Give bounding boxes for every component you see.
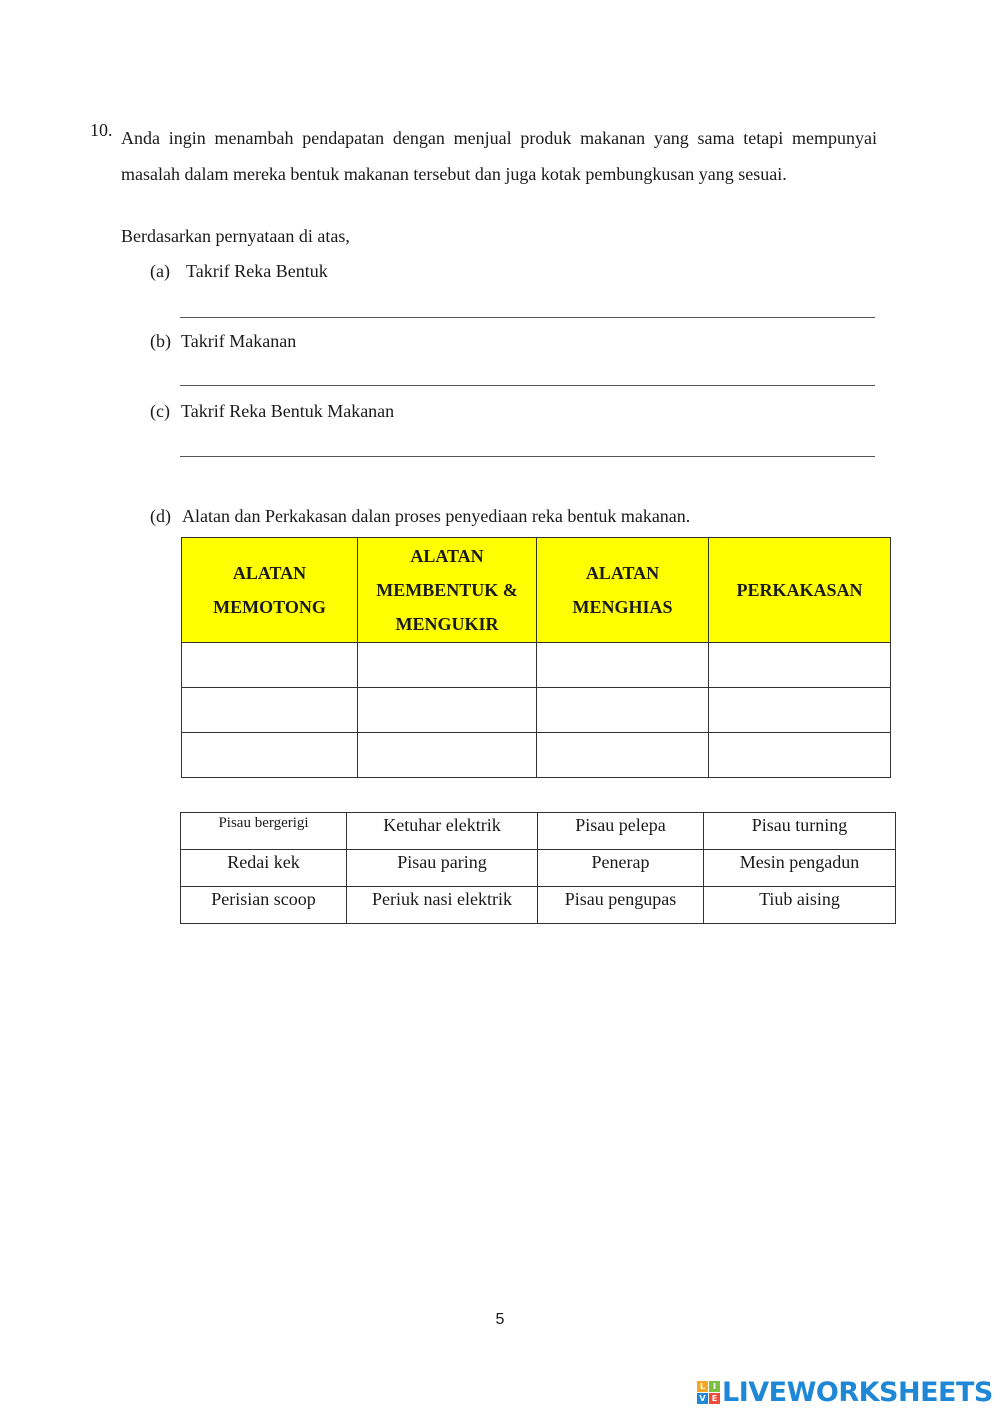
answer-input-c[interactable] xyxy=(180,427,879,455)
part-c-label: (c) xyxy=(150,401,170,421)
word-bank-item[interactable]: Pisau turning xyxy=(704,813,896,850)
answer-input-a[interactable] xyxy=(180,288,879,316)
page-number: 5 xyxy=(495,1311,505,1328)
word-bank-row xyxy=(181,850,896,887)
liveworksheets-logo-text: LIVEWORKSHEETS xyxy=(722,1377,993,1408)
question-text: Anda ingin menambah pendapatan dengan menjual produk makanan yang sama tetapi mempunyai masalah dalam mereka bentuk makanan tersebut dan juga kotak pembungkusan yang sesuai. xyxy=(121,128,877,184)
classification-row xyxy=(182,688,891,733)
liveworksheets-logo xyxy=(697,1377,993,1408)
header-alatan-membentuk-mengukir: ALATAN MEMBENTUK & MENGUKIR xyxy=(358,538,537,643)
word-bank-item[interactable]: Ketuhar elektrik xyxy=(347,813,538,850)
drop-cell[interactable] xyxy=(709,688,891,733)
word-bank-item[interactable]: Pisau pengupas xyxy=(538,887,704,924)
question-number: 10. xyxy=(90,120,113,140)
part-c-text: Takrif Reka Bentuk Makanan xyxy=(181,401,395,421)
classification-row xyxy=(182,733,891,778)
part-d-text: Alatan dan Perkakasan dalan proses penyediaan reka bentuk makanan. xyxy=(182,506,691,526)
drop-cell[interactable] xyxy=(537,688,709,733)
word-bank-item[interactable]: Penerap xyxy=(538,850,704,887)
header-perkakasan: PERKAKASAN xyxy=(709,538,891,643)
word-bank-table xyxy=(180,812,896,924)
word-bank-item[interactable]: Perisian scoop xyxy=(181,887,347,924)
drop-cell[interactable] xyxy=(537,643,709,688)
word-bank-row xyxy=(181,887,896,924)
part-d-label: (d) xyxy=(150,506,171,526)
drop-cell[interactable] xyxy=(182,733,358,778)
drop-cell[interactable] xyxy=(358,688,537,733)
liveworksheets-logo-icon: L I V E xyxy=(697,1381,720,1404)
part-a-label: (a) xyxy=(150,261,170,281)
answer-input-b[interactable] xyxy=(180,356,879,384)
part-b-text: Takrif Makanan xyxy=(181,331,297,351)
word-bank-item[interactable]: Periuk nasi elektrik xyxy=(347,887,538,924)
word-bank-item[interactable]: Pisau paring xyxy=(347,850,538,887)
header-alatan-memotong: ALATAN MEMOTONG xyxy=(182,538,358,643)
part-b-label: (b) xyxy=(150,331,171,351)
word-bank-item[interactable]: Mesin pengadun xyxy=(704,850,896,887)
classification-row xyxy=(182,643,891,688)
classification-header-row xyxy=(182,538,891,643)
part-a-text: Takrif Reka Bentuk xyxy=(186,261,328,281)
word-bank-item[interactable]: Redai kek xyxy=(181,850,347,887)
answer-line-a[interactable] xyxy=(180,317,875,318)
question-intro: Berdasarkan pernyataan di atas, xyxy=(121,226,350,246)
header-alatan-menghias: ALATAN MENGHIAS xyxy=(537,538,709,643)
drop-cell[interactable] xyxy=(358,733,537,778)
answer-line-c[interactable] xyxy=(180,456,875,457)
drop-cell[interactable] xyxy=(709,643,891,688)
word-bank-item[interactable]: Pisau bergerigi xyxy=(181,813,347,850)
answer-line-b[interactable] xyxy=(180,385,875,386)
word-bank-row xyxy=(181,813,896,850)
drop-cell[interactable] xyxy=(182,643,358,688)
drop-cell[interactable] xyxy=(182,688,358,733)
drop-cell[interactable] xyxy=(358,643,537,688)
word-bank-item[interactable]: Tiub aising xyxy=(704,887,896,924)
drop-cell[interactable] xyxy=(709,733,891,778)
drop-cell[interactable] xyxy=(537,733,709,778)
word-bank-item[interactable]: Pisau pelepa xyxy=(538,813,704,850)
classification-table xyxy=(181,537,891,778)
